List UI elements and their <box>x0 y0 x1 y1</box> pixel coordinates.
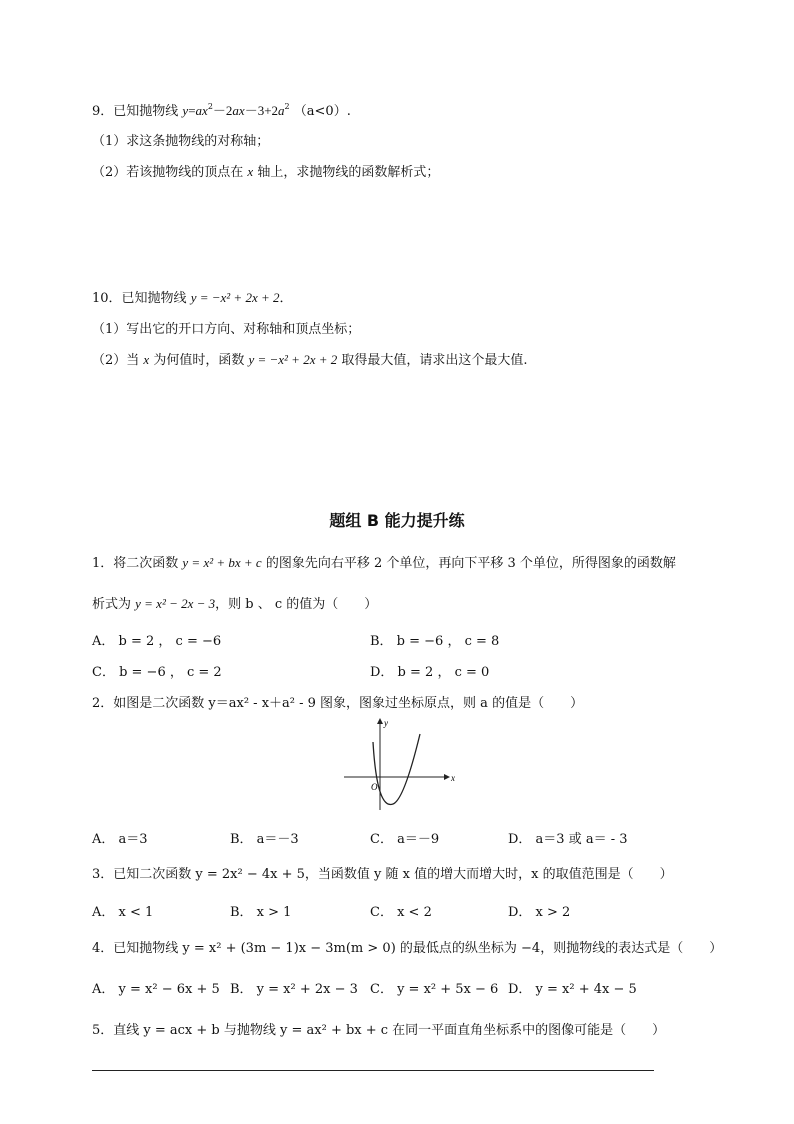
q10-stem <box>92 287 293 306</box>
b1-stem-line1 <box>92 552 676 571</box>
b1-option-c[interactable]: C． b = −6 ， c = 2 <box>92 665 222 680</box>
b1-stem-line2 <box>92 593 377 612</box>
q9-stem <box>92 100 351 119</box>
b3-stem: 3．已知二次函数 y = 2x² − 4x + 5，当函数值 y 随 x 值的增大而增大时，x 的取值范围是（ ） <box>92 867 673 882</box>
q9-condition: （a<0）. <box>293 104 351 119</box>
q10-part2-text-c: 取得最大值，请求出这个最大值. <box>337 353 528 368</box>
x-axis-label: x <box>451 773 455 783</box>
b2-option-c[interactable]: C． a＝－9 <box>370 832 440 847</box>
q9-number: 9．已知抛物线 <box>92 104 183 119</box>
q10-number: 10．已知抛物线 <box>92 291 191 306</box>
b2-option-b[interactable]: B． a＝－3 <box>230 832 299 847</box>
x-axis-arrow-icon <box>444 774 450 780</box>
b2-option-a[interactable]: A． a＝3 <box>92 832 148 847</box>
section-title: 题组 B 能力提升练 <box>329 511 465 530</box>
b2-stem: 2．如图是二次函数 y＝ax² - x＋a² - 9 图象，图象过坐标原点，则 a 的值是（ ） <box>92 696 584 711</box>
q10-part1: （1）写出它的开口方向、对称轴和顶点坐标； <box>92 322 361 337</box>
y-axis-label: y <box>384 718 388 728</box>
q10-part2-text-a: （2）当 <box>92 353 144 368</box>
q9-part1: （1）求这条抛物线的对称轴； <box>92 134 270 149</box>
q9-expr-y: y <box>182 103 189 118</box>
b4-stem: 4．已知抛物线 y = x² + (3m − 1)x − 3m(m > 0) 的最低点的纵坐标为 −4，则抛物线的表达式是（ ） <box>92 941 723 956</box>
q10-end: ． <box>279 291 293 306</box>
b2-option-d[interactable]: D． a＝3 或 a＝ - 3 <box>508 832 628 847</box>
q9-expr-a2: a <box>278 103 285 118</box>
b1-text-a: 1．将二次函数 <box>92 556 183 571</box>
b4-option-c[interactable]: C． y = x² + 5x − 6 <box>370 982 499 997</box>
b5-stem: 5．直线 y = acx + b 与抛物线 y = ax² + bx + c 在同一平面直角坐标系中的图像可能是（ ） <box>92 1023 666 1038</box>
q9-expr-ax2: ax <box>232 103 245 118</box>
b1-option-b[interactable]: B． b = −6 ， c = 8 <box>370 634 500 649</box>
b1-expr2: y = x² − 2x − 3 <box>135 596 216 611</box>
b1-text-b: 的图象先向右平移 2 个单位，再向下平移 3 个单位，所得图象的函数解 <box>261 556 676 571</box>
q9-part2-text-a: （2）若该抛物线的顶点在 <box>92 165 248 180</box>
b1-text-d: ，则 b 、 c 的值为（ ） <box>215 597 378 612</box>
b3-option-d[interactable]: D． x > 2 <box>508 905 571 920</box>
q10-part2 <box>92 349 528 368</box>
b3-option-c[interactable]: C． x < 2 <box>370 905 432 920</box>
b1-option-a[interactable]: A． b = 2 ， c = −6 <box>92 634 222 649</box>
b1-text-c: 析式为 <box>92 597 136 612</box>
q10-part2-text-b: 为何值时，函数 <box>149 353 249 368</box>
b3-option-a[interactable]: A． x < 1 <box>92 905 154 920</box>
q9-expr-mid: －2 <box>212 103 233 118</box>
b1-option-d[interactable]: D． b = 2 ， c = 0 <box>370 665 490 680</box>
q9-expr-sq1: 2 <box>207 102 213 111</box>
q9-expr-tail: －3+2 <box>244 103 279 118</box>
b3-option-b[interactable]: B． x > 1 <box>230 905 292 920</box>
q10-part2-x: x <box>143 352 150 367</box>
b4-option-b[interactable]: B． y = x² + 2x − 3 <box>230 982 358 997</box>
parabola-graph <box>340 714 460 814</box>
origin-label: O <box>371 782 378 792</box>
q9-part2-text-b: 轴上，求抛物线的函数解析式； <box>253 165 440 180</box>
q9-part2-x: x <box>247 164 254 179</box>
q9-expr-sq2: 2 <box>284 102 290 111</box>
footer-divider <box>92 1070 654 1071</box>
b1-expr1: y = x² + bx + c <box>182 555 262 570</box>
b4-option-d[interactable]: D． y = x² + 4x − 5 <box>508 982 637 997</box>
y-axis-arrow-icon <box>377 718 383 724</box>
q9-expr-ax: ax <box>195 103 208 118</box>
q10-part2-expr: y = −x² + 2x + 2 <box>248 352 338 367</box>
q9-expr-eq: = <box>188 103 196 118</box>
b4-option-a[interactable]: A． y = x² − 6x + 5 <box>92 982 220 997</box>
q9-part2 <box>92 161 439 180</box>
q10-expr: y = −x² + 2x + 2 <box>190 290 280 305</box>
